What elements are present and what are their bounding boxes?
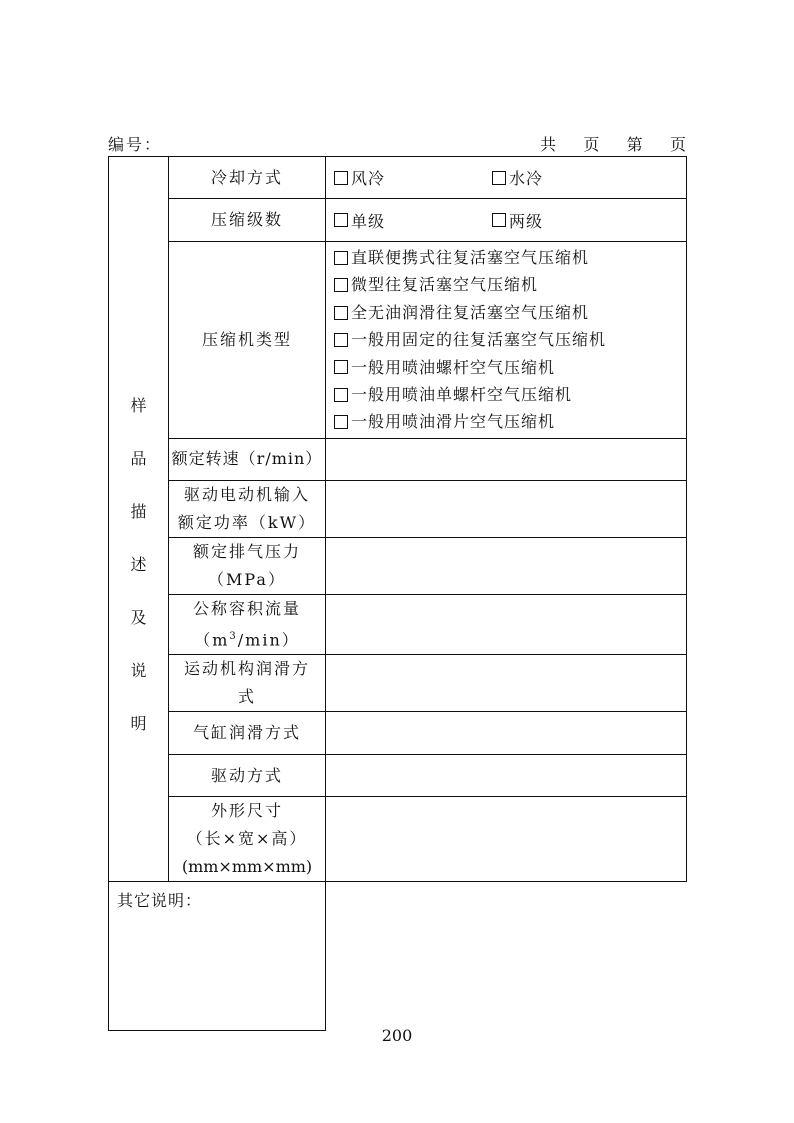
cylinder-lube-value[interactable] [326, 712, 687, 755]
type-option[interactable]: 一般用固定的往复活塞空气压缩机 [334, 326, 686, 353]
side-char: 述 [130, 554, 147, 574]
cooling-options [326, 157, 687, 199]
page-label-2: 页 [669, 135, 686, 154]
flow-label: 公称容积流量 $(m^3/\min)$ [169, 594, 326, 654]
checkbox-icon[interactable] [334, 415, 348, 429]
checkbox-icon[interactable] [334, 306, 348, 320]
serial-number-label: 编号： [108, 135, 163, 154]
drive-value[interactable] [326, 755, 687, 797]
lubrication-value[interactable] [326, 655, 687, 712]
side-char: 明 [130, 713, 147, 733]
type-option[interactable]: 一般用喷油螺杆空气压缩机 [334, 354, 686, 381]
side-char: 及 [130, 607, 147, 627]
dimensions-value[interactable] [326, 797, 687, 882]
motor-power-label: 驱动电动机输入 额定功率（kW） [169, 480, 326, 537]
compressor-type-label: 压缩机类型 [169, 242, 326, 439]
type-option[interactable]: 全无油润滑往复活塞空气压缩机 [334, 299, 686, 326]
discharge-pressure-value[interactable] [326, 537, 687, 594]
cylinder-lube-label: 气缸润滑方式 [169, 712, 326, 755]
dimensions-label: 外形尺寸 （长×宽×高） (mm×mm×mm) [169, 797, 326, 882]
type-option[interactable]: 一般用喷油单螺杆空气压缩机 [334, 381, 686, 408]
nth-label: 第 [626, 135, 643, 154]
cooling-label: 冷却方式 [169, 157, 326, 199]
type-option[interactable]: 微型往复活塞空气压缩机 [334, 271, 686, 298]
side-char: 说 [130, 660, 147, 680]
other-notes-label: 其它说明： [117, 891, 203, 911]
motor-power-value[interactable] [326, 480, 687, 537]
stages-label: 压缩级数 [169, 199, 326, 242]
side-label-cell [109, 157, 169, 882]
sample-description-table [108, 156, 687, 1031]
stages-option-single[interactable]: 单级 [334, 209, 492, 232]
stages-option-two[interactable]: 两级 [492, 209, 543, 232]
rated-speed-label: 额定转速（r/min） [169, 438, 326, 480]
type-option[interactable]: 一般用喷油滑片空气压缩机 [334, 408, 686, 435]
cooling-option-water[interactable]: 水冷 [492, 166, 543, 189]
side-char: 品 [130, 448, 147, 468]
side-char: 样 [130, 395, 147, 415]
page-number: 200 [381, 1026, 413, 1045]
checkbox-icon[interactable] [492, 171, 506, 185]
checkbox-icon[interactable] [334, 171, 348, 185]
checkbox-icon[interactable] [334, 333, 348, 347]
checkbox-icon[interactable] [334, 278, 348, 292]
lubrication-label: 运动机构润滑方 式 [169, 655, 326, 712]
page-label-1: 页 [583, 135, 600, 154]
other-notes[interactable] [109, 882, 326, 1031]
discharge-pressure-label: 额定排气压力 （MPa） [169, 537, 326, 594]
cooling-option-air[interactable]: 风冷 [334, 166, 492, 189]
stages-options [326, 199, 687, 242]
checkbox-icon[interactable] [334, 360, 348, 374]
checkbox-icon[interactable] [334, 213, 348, 227]
compressor-type-options [326, 242, 687, 439]
checkbox-icon[interactable] [334, 251, 348, 265]
page-counter [540, 132, 686, 155]
type-option[interactable]: 直联便携式往复活塞空气压缩机 [334, 244, 686, 271]
side-char: 描 [130, 501, 147, 521]
flow-value[interactable] [326, 594, 687, 654]
checkbox-icon[interactable] [334, 388, 348, 402]
checkbox-icon[interactable] [492, 213, 506, 227]
total-label: 共 [540, 135, 557, 154]
rated-speed-value[interactable] [326, 438, 687, 480]
drive-label: 驱动方式 [169, 755, 326, 797]
